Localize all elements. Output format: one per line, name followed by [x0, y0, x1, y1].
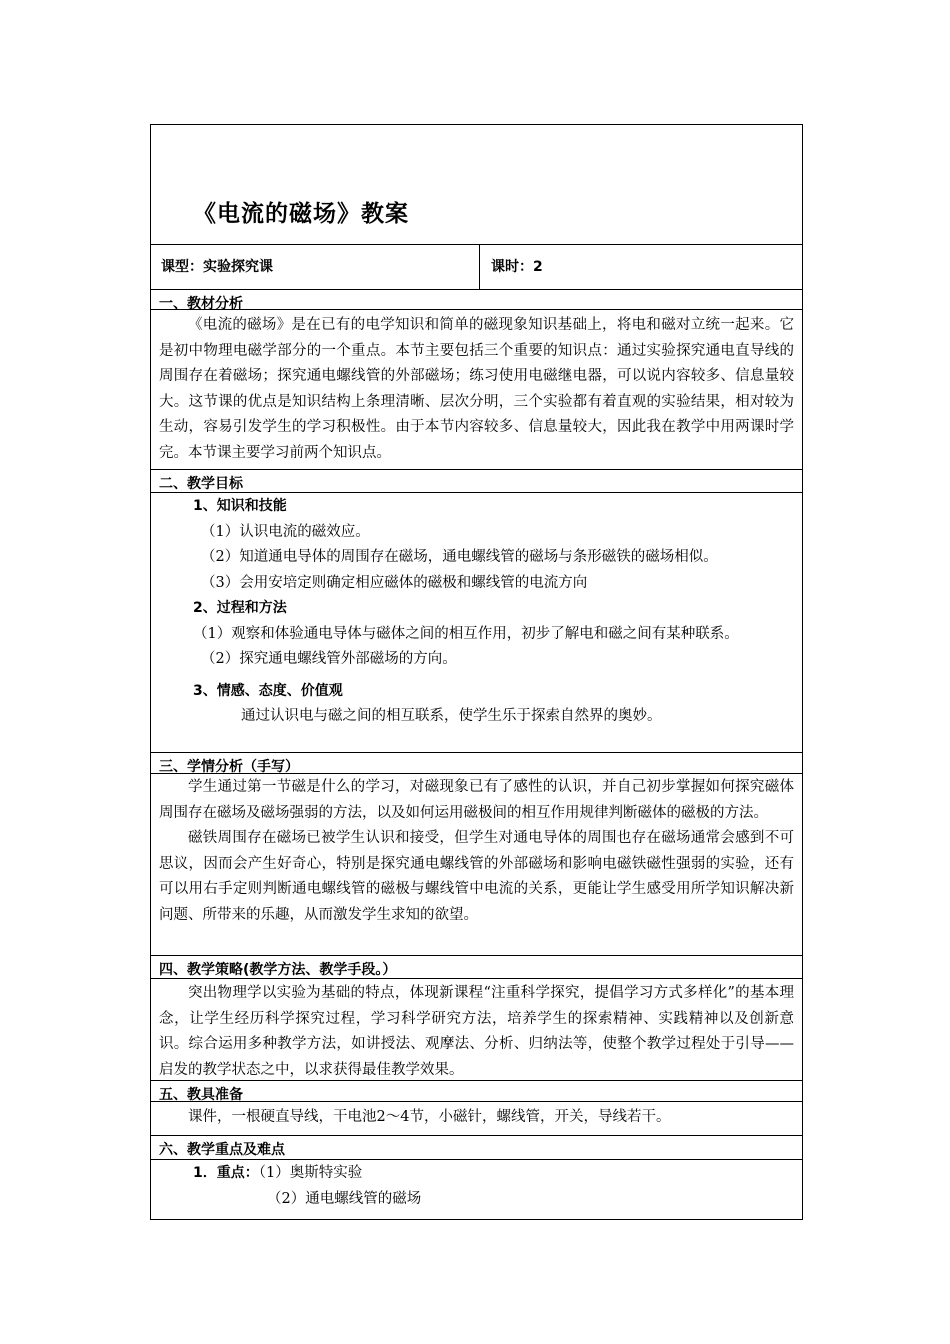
objective-item: （2）知道通电导体的周围存在磁场，通电螺线管的磁场与条形磁铁的磁场相似。: [201, 549, 718, 565]
section-3-body: [151, 773, 802, 955]
section-1-body: [151, 309, 802, 469]
objective-knowledge-heading: 1、知识和技能: [193, 498, 287, 514]
section-1-heading: 一、教材分析: [159, 296, 243, 312]
objective-item: （1）认识电流的磁效应。: [201, 523, 370, 540]
section-4-text: 突出物理学以实验为基础的特点，体现新课程“注重科学探究，提倡学习方式多样化”的基本理念，让学生经历科学探究过程，学习科学研究方法，培养学生的探索精神、实践精神以及创新意识。综合运用多种教学方法，如讲授法、观摩法、分析、归纳法等，使整个教学过程处于引导——启发的教学状态之中，以求获得最佳教学效果。: [159, 985, 794, 1078]
page-title: 《电流的磁场》教案: [193, 201, 409, 227]
meta-divider: [479, 245, 480, 289]
section-2-body: [151, 492, 802, 752]
section-4-body: [151, 978, 802, 1080]
section-4-heading: 四、教学策略(教学方法、教学手段。）: [159, 962, 397, 978]
section-3-heading-row: [151, 752, 802, 773]
section-3-paragraph-1: 学生通过第一节磁是什么的学习，对磁现象已有了感性的认识，并自己初步掌握如何探究磁体周围存在磁场及磁场强弱的方法，以及如何运用磁极间的相互作用规律判断磁体的磁极的方法。: [159, 779, 794, 821]
section-6-heading-row: [151, 1135, 802, 1156]
objective-item: （2）探究通电螺线管外部磁场的方向。: [201, 651, 457, 667]
section-5-heading-row: [151, 1080, 802, 1101]
objective-item: （1）观察和体验通电导体与磁体之间的相互作用，初步了解电和磁之间有某种联系。: [193, 625, 739, 642]
section-6-heading: 六、教学重点及难点: [159, 1142, 285, 1158]
section-4-heading-row: [151, 955, 802, 976]
objective-process-heading: 2、过程和方法: [193, 600, 287, 616]
section-2-heading: 二、教学目标: [159, 476, 243, 492]
section-5-body: [151, 1101, 802, 1135]
objective-attitude-heading: 3、情感、态度、价值观: [193, 682, 343, 699]
objective-attitude-text: 通过认识电与磁之间的相互联系，使学生乐于探索自然界的奥妙。: [241, 708, 662, 724]
key-point-item: （1）奥斯特实验: [258, 1165, 363, 1181]
section-1-heading-row: [151, 289, 802, 310]
course-type: 课型：实验探究课: [161, 259, 273, 275]
section-5-heading: 五、教具准备: [159, 1087, 243, 1103]
objective-item: （3）会用安培定则确定相应磁体的磁极和螺线管的电流方向: [201, 574, 588, 591]
course-hours: 课时：2: [491, 259, 543, 275]
section-1-text: 《电流的磁场》是在已有的电学知识和简单的磁现象知识基础上，将电和磁对立统一起来。它是初中物理电磁学部分的一个重点。本节主要包括三个重要的知识点：通过实验探究通电直导线的周围存在着磁场；探究通电螺线管的外部磁场；练习使用电磁继电器，可以说内容较多、信息量较大。这节课的优点是知识结构上条理清晰、层次分明，三个实验都有着直观的实验结果，相对较为生动，容易引发学生的学习积极性。由于本节内容较多、信息量较大，因此我在教学中用两课时学完。本节课主要学习前两个知识点。: [159, 317, 794, 461]
section-5-text: 课件，一根硬直导线，干电池2～4节，小磁针，螺线管，开关，导线若干。: [188, 1109, 671, 1125]
lesson-plan-table: [150, 124, 803, 1220]
meta-row: [151, 244, 802, 289]
key-points-label: 1．重点：: [193, 1165, 259, 1181]
section-2-heading-row: [151, 469, 802, 490]
section-3-heading: 三、学情分析（手写）: [159, 759, 299, 775]
section-6-body: [151, 1159, 802, 1219]
section-3-paragraph-2: 磁铁周围存在磁场已被学生认识和接受，但学生对通电导体的周围也存在磁场通常会感到不可思议，因而会产生好奇心，特别是探究通电螺线管的外部磁场和影响电磁铁磁性强弱的实验，还有可以用右手定则判断通电螺线管的磁极与螺线管中电流的关系，更能让学生感受用所学知识解决新问题、所带来的乐趣，从而激发学生求知的欲望。: [159, 830, 794, 923]
key-point-item: （2）通电螺线管的磁场: [267, 1190, 422, 1207]
